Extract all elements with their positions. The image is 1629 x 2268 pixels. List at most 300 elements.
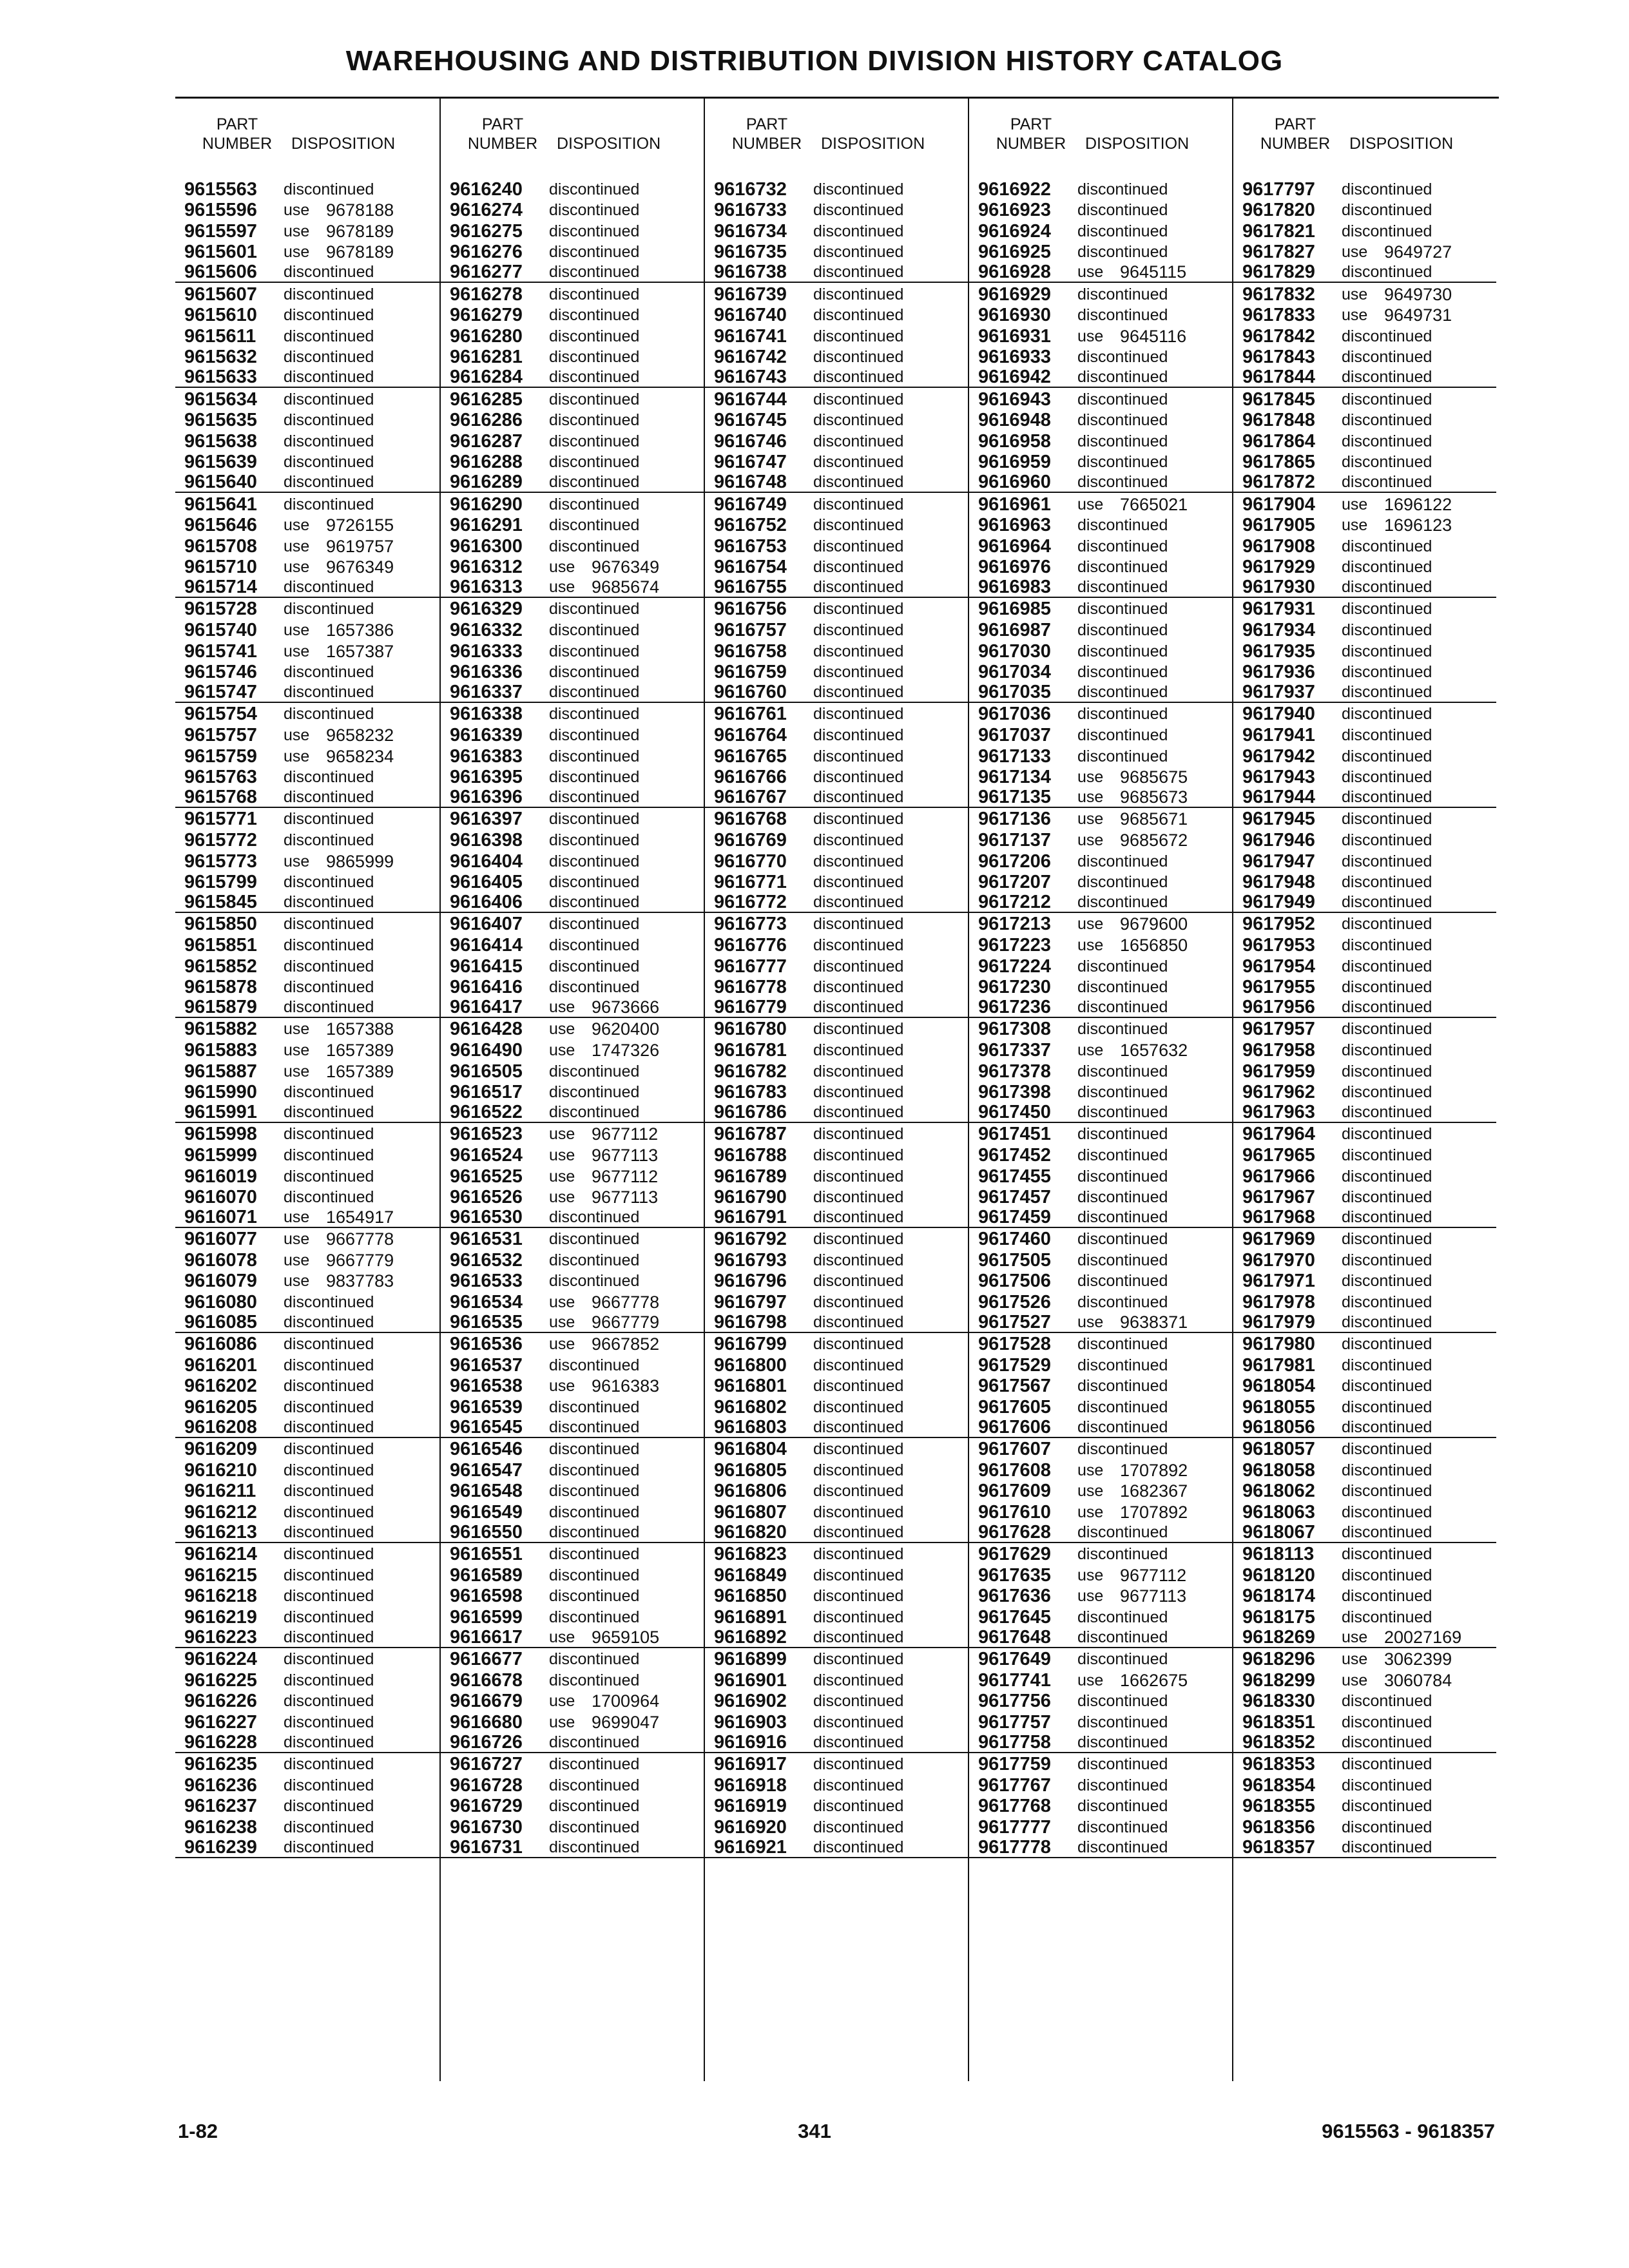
table-row: [705, 1102, 968, 1123]
table-row: [1233, 1060, 1496, 1081]
table-row: [969, 640, 1232, 661]
disposition: discontinued: [549, 243, 640, 262]
disposition: [284, 1271, 438, 1291]
disposition-use: use: [549, 997, 575, 1016]
table-row: [705, 1816, 968, 1837]
table-row: [441, 1837, 704, 1858]
part-number: 9616333: [450, 640, 523, 662]
table-row: [441, 661, 704, 682]
part-number: 9616746: [714, 430, 787, 452]
disposition: discontinued: [1077, 1608, 1168, 1626]
disposition: discontinued: [549, 1838, 640, 1856]
part-number: 9616807: [714, 1502, 787, 1523]
part-number: 9616948: [978, 410, 1051, 431]
replacement-part-number: 1747326: [592, 1040, 660, 1060]
disposition: [1077, 1503, 1232, 1522]
disposition: discontinued: [1342, 726, 1432, 745]
disposition: discontinued: [1342, 682, 1432, 701]
disposition: discontinued: [284, 1083, 374, 1102]
part-number: 9615641: [184, 494, 257, 515]
table-row: [441, 1333, 704, 1354]
table-row: [705, 304, 968, 325]
part-number: 9617949: [1242, 891, 1315, 912]
disposition: discontinued: [813, 852, 904, 870]
part-number: 9616902: [714, 1691, 787, 1712]
part-number: 9616729: [450, 1796, 523, 1817]
table-row: [441, 1249, 704, 1270]
table-row: [969, 1060, 1232, 1081]
table-row: [441, 1774, 704, 1795]
disposition: discontinued: [284, 1167, 374, 1186]
disposition-use: use: [549, 1041, 575, 1059]
disposition: discontinued: [284, 577, 374, 596]
disposition-use: use: [284, 201, 310, 220]
table-row: [175, 1774, 439, 1795]
part-number: 9616227: [184, 1711, 257, 1733]
part-number: 9617224: [978, 956, 1051, 977]
disposition: discontinued: [1342, 705, 1432, 724]
table-row: [705, 283, 968, 304]
table-row: [175, 1732, 439, 1753]
table-row: [1233, 1627, 1496, 1648]
part-number: 9616414: [450, 934, 523, 956]
table-row: [705, 1837, 968, 1858]
replacement-part-number: 9677113: [592, 1145, 659, 1165]
disposition: discontinued: [284, 1335, 374, 1354]
disposition: [284, 200, 438, 220]
part-number: 9616549: [450, 1502, 523, 1523]
table-row: [969, 1081, 1232, 1102]
part-number: 9616417: [450, 996, 523, 1017]
part-number: 9617956: [1242, 996, 1315, 1017]
table-row: [705, 1207, 968, 1228]
row-list: [705, 178, 968, 1858]
disposition-use: use: [1342, 306, 1368, 325]
catalog-column: [1232, 97, 1496, 2081]
table-row: [175, 703, 439, 724]
disposition: [284, 1062, 438, 1081]
part-number: 9616757: [714, 620, 787, 641]
part-number: 9617848: [1242, 410, 1315, 431]
part-number: 9617978: [1242, 1292, 1315, 1313]
table-row: [1233, 1312, 1496, 1333]
part-number: 9617505: [978, 1249, 1051, 1271]
table-row: [969, 1375, 1232, 1396]
table-row: [175, 346, 439, 367]
disposition: [1077, 1586, 1232, 1606]
replacement-part-number: 9616383: [592, 1376, 660, 1396]
disposition: discontinued: [813, 1440, 904, 1459]
part-number: 9617872: [1242, 471, 1315, 492]
disposition: discontinued: [549, 1733, 640, 1751]
disposition-use: use: [1077, 936, 1104, 954]
disposition-header: DISPOSITION: [1085, 135, 1190, 153]
table-row: [969, 1795, 1232, 1816]
disposition: discontinued: [1077, 411, 1168, 430]
disposition: discontinued: [1077, 1356, 1168, 1374]
disposition: discontinued: [284, 892, 374, 911]
disposition: [1342, 515, 1496, 535]
part-number: 9615771: [184, 809, 257, 830]
disposition: [549, 1312, 704, 1332]
table-row: [441, 1480, 704, 1501]
replacement-part-number: 9678189: [326, 242, 394, 262]
part-number: 9616987: [978, 620, 1051, 641]
part-number: 9617964: [1242, 1124, 1315, 1145]
part-number: 9615601: [184, 242, 257, 263]
disposition: discontinued: [1077, 1776, 1168, 1794]
disposition: [1077, 1671, 1232, 1690]
disposition: [1342, 1649, 1496, 1669]
disposition: [284, 222, 438, 241]
part-number: 9617610: [978, 1502, 1051, 1523]
disposition: discontinued: [1342, 810, 1432, 829]
disposition: discontinued: [1077, 285, 1168, 303]
table-row: [969, 1102, 1232, 1123]
part-number: 9615635: [184, 410, 257, 431]
table-row: [1233, 1522, 1496, 1543]
table-row: [1233, 1501, 1496, 1522]
table-row: [175, 1270, 439, 1291]
part-number: 9617864: [1242, 430, 1315, 452]
disposition: [549, 1713, 704, 1732]
disposition: discontinued: [284, 1587, 374, 1606]
table-row: [969, 220, 1232, 241]
part-number: 9617971: [1242, 1271, 1315, 1292]
table-row: [441, 178, 704, 199]
part-number: 9615999: [184, 1144, 257, 1166]
table-row: [705, 1564, 968, 1585]
table-row: [175, 745, 439, 766]
part-number: 9616329: [450, 599, 523, 620]
part-number: 9616337: [450, 681, 523, 702]
table-row: [441, 535, 704, 556]
part-number: 9617958: [1242, 1039, 1315, 1061]
disposition-use: use: [284, 1251, 310, 1269]
table-row: [175, 1102, 439, 1123]
table-row: [1233, 1375, 1496, 1396]
disposition: [1077, 1566, 1232, 1585]
replacement-part-number: 9677112: [1120, 1565, 1187, 1585]
disposition: discontinued: [549, 453, 640, 472]
part-number: 9618356: [1242, 1816, 1315, 1838]
part-number-header: [722, 115, 812, 153]
disposition: discontinued: [549, 1818, 640, 1836]
table-row: [175, 241, 439, 262]
disposition: discontinued: [1077, 472, 1168, 491]
disposition: discontinued: [813, 1398, 904, 1417]
table-row: [175, 1312, 439, 1333]
table-row: [441, 1375, 704, 1396]
part-number: 9616758: [714, 640, 787, 662]
part-number: 9617037: [978, 725, 1051, 746]
part-number: 9616727: [450, 1754, 523, 1775]
disposition: discontinued: [1077, 642, 1168, 660]
table-row: [969, 451, 1232, 472]
table-row: [969, 1291, 1232, 1312]
table-row: [441, 220, 704, 241]
table-row: [969, 1585, 1232, 1606]
part-number: 9616930: [978, 305, 1051, 326]
table-row: [175, 262, 439, 283]
part-number: 9617957: [1242, 1019, 1315, 1040]
table-row: [1233, 598, 1496, 619]
table-row: [441, 1060, 704, 1081]
part-number: 9616235: [184, 1754, 257, 1775]
part-number: 9617865: [1242, 452, 1315, 473]
part-header-line1: PART: [1274, 115, 1316, 133]
disposition: discontinued: [1342, 1503, 1432, 1521]
table-row: [705, 1123, 968, 1144]
table-row: [969, 1186, 1232, 1207]
table-row: [175, 682, 439, 703]
disposition: discontinued: [1077, 852, 1168, 870]
part-number: 9617929: [1242, 557, 1315, 578]
disposition: discontinued: [1077, 1167, 1168, 1186]
part-number: 9616929: [978, 284, 1051, 305]
part-number: 9617607: [978, 1439, 1051, 1460]
disposition-use: use: [1077, 1587, 1104, 1606]
disposition: discontinued: [1342, 222, 1432, 240]
part-number: 9617962: [1242, 1082, 1315, 1103]
table-row: [705, 808, 968, 829]
replacement-part-number: 9676349: [592, 557, 660, 577]
table-row: [705, 430, 968, 451]
table-row: [441, 1543, 704, 1564]
part-number: 9617941: [1242, 725, 1315, 746]
table-row: [441, 1690, 704, 1711]
part-number: 9617526: [978, 1292, 1051, 1313]
disposition: discontinued: [1077, 1377, 1168, 1396]
disposition: discontinued: [549, 327, 640, 345]
disposition: discontinued: [813, 747, 904, 765]
disposition: discontinued: [1342, 1125, 1432, 1144]
disposition: discontinued: [1342, 348, 1432, 367]
table-row: [1233, 1354, 1496, 1375]
replacement-part-number: 1657389: [326, 1040, 394, 1060]
part-number: 9617207: [978, 872, 1051, 893]
part-header-line2: NUMBER: [1260, 135, 1331, 153]
disposition: discontinued: [1342, 1251, 1432, 1269]
disposition-use: use: [1077, 262, 1104, 281]
part-number: 9616407: [450, 914, 523, 935]
part-number: 9616078: [184, 1249, 257, 1271]
part-number: 9617930: [1242, 576, 1315, 597]
table-row: [441, 1669, 704, 1690]
part-number: 9616732: [714, 178, 787, 200]
table-row: [175, 913, 439, 934]
part-number: 9617980: [1242, 1334, 1315, 1355]
table-row: [969, 367, 1232, 388]
part-number: 9615991: [184, 1101, 257, 1122]
part-number: 9615632: [184, 347, 257, 368]
replacement-part-number: 9685673: [1120, 787, 1188, 807]
part-number: 9616284: [450, 366, 523, 387]
replacement-part-number: 9658234: [326, 746, 394, 766]
disposition: discontinued: [813, 1671, 904, 1689]
table-row: [175, 619, 439, 640]
disposition: discontinued: [549, 1356, 640, 1374]
part-number: 9616678: [450, 1669, 523, 1691]
replacement-part-number: 9677113: [592, 1187, 659, 1207]
table-row: [705, 1291, 968, 1312]
part-number: 9616777: [714, 956, 787, 977]
disposition: discontinued: [813, 495, 904, 514]
table-row: [175, 1795, 439, 1816]
table-row: [1233, 1711, 1496, 1732]
disposition: discontinued: [284, 1418, 374, 1436]
disposition-use: use: [1077, 768, 1104, 787]
disposition: discontinued: [1342, 892, 1432, 911]
replacement-part-number: 9699047: [592, 1712, 660, 1732]
part-number: 9616531: [450, 1229, 523, 1250]
part-number: 9616281: [450, 347, 523, 368]
disposition: [549, 557, 704, 577]
part-number: 9616532: [450, 1249, 523, 1271]
disposition: discontinued: [1077, 1418, 1168, 1436]
table-row: [705, 1144, 968, 1165]
disposition: [1342, 1671, 1496, 1690]
disposition: discontinued: [1342, 1461, 1432, 1479]
part-number: 9616850: [714, 1586, 787, 1607]
part-number: 9616225: [184, 1669, 257, 1691]
replacement-part-number: 3062399: [1384, 1649, 1452, 1669]
table-row: [969, 1648, 1232, 1669]
disposition: discontinued: [1077, 1102, 1168, 1121]
part-number: 9616550: [450, 1521, 523, 1542]
part-number: 9616743: [714, 366, 787, 387]
table-row: [175, 1039, 439, 1060]
row-list: [175, 178, 439, 1858]
table-row: [441, 1291, 704, 1312]
table-row: [705, 493, 968, 514]
disposition: discontinued: [549, 495, 640, 514]
table-row: [705, 955, 968, 976]
table-row: [705, 1732, 968, 1753]
table-row: [705, 1186, 968, 1207]
table-row: [1233, 1333, 1496, 1354]
part-number: 9617460: [978, 1229, 1051, 1250]
replacement-part-number: 9649731: [1384, 305, 1452, 325]
table-row: [175, 1417, 439, 1438]
disposition: discontinued: [1077, 621, 1168, 640]
disposition: discontinued: [1342, 768, 1432, 787]
disposition: discontinued: [1077, 1398, 1168, 1417]
part-number: 9616534: [450, 1292, 523, 1313]
disposition: discontinued: [1077, 1062, 1168, 1081]
table-row: [969, 1459, 1232, 1480]
table-row: [175, 1144, 439, 1165]
disposition: discontinued: [549, 1272, 640, 1291]
disposition: [1342, 495, 1496, 514]
part-number: 9616599: [450, 1606, 523, 1628]
disposition: discontinued: [284, 787, 374, 806]
disposition: discontinued: [1077, 348, 1168, 367]
disposition: discontinued: [813, 1418, 904, 1436]
disposition: discontinued: [284, 1461, 374, 1479]
part-number: 9616236: [184, 1774, 257, 1796]
table-row: [705, 535, 968, 556]
table-row: [441, 1585, 704, 1606]
part-number: 9616738: [714, 261, 787, 282]
table-row: [705, 346, 968, 367]
table-row: [1233, 577, 1496, 598]
disposition: discontinued: [813, 558, 904, 577]
disposition: discontinued: [813, 1293, 904, 1312]
table-row: [175, 787, 439, 808]
table-row: [1233, 1795, 1496, 1816]
disposition: discontinued: [1077, 726, 1168, 745]
table-row: [175, 325, 439, 346]
part-number: 9617459: [978, 1206, 1051, 1227]
table-row: [175, 556, 439, 577]
table-row: [705, 367, 968, 388]
replacement-part-number: 9649730: [1384, 284, 1452, 304]
part-number: 9616276: [450, 242, 523, 263]
disposition: discontinued: [549, 852, 640, 870]
part-number: 9616733: [714, 200, 787, 221]
disposition: discontinued: [1342, 1755, 1432, 1774]
table-row: [705, 514, 968, 535]
part-number: 9617528: [978, 1334, 1051, 1355]
replacement-part-number: 9837783: [326, 1271, 394, 1291]
part-number: 9618120: [1242, 1564, 1315, 1586]
part-number: 9617606: [978, 1416, 1051, 1437]
part-number: 9615757: [184, 725, 257, 746]
part-number: 9616983: [978, 576, 1051, 597]
disposition: discontinued: [813, 1608, 904, 1626]
table-row: [441, 1123, 704, 1144]
disposition: discontinued: [813, 1335, 904, 1354]
disposition: discontinued: [813, 1356, 904, 1374]
table-row: [175, 1249, 439, 1270]
table-row: [441, 262, 704, 283]
disposition: discontinued: [549, 1566, 640, 1584]
disposition: discontinued: [813, 726, 904, 745]
part-number: 9616538: [450, 1376, 523, 1397]
disposition: discontinued: [1077, 1020, 1168, 1039]
part-number: 9616526: [450, 1187, 523, 1208]
table-row: [969, 871, 1232, 892]
disposition: discontinued: [284, 1818, 374, 1836]
disposition: discontinued: [813, 411, 904, 430]
disposition: discontinued: [813, 787, 904, 806]
part-number: 9617648: [978, 1626, 1051, 1648]
part-number: 9616960: [978, 471, 1051, 492]
disposition: discontinued: [1077, 600, 1168, 619]
table-row: [441, 1039, 704, 1060]
part-number: 9616749: [714, 494, 787, 515]
disposition: discontinued: [813, 390, 904, 408]
disposition: discontinued: [1077, 705, 1168, 724]
disposition: discontinued: [813, 1545, 904, 1564]
table-row: [969, 535, 1232, 556]
replacement-part-number: 9677113: [1120, 1586, 1187, 1606]
table-row: [705, 1753, 968, 1774]
disposition: discontinued: [1342, 1377, 1432, 1396]
table-row: [1233, 1249, 1496, 1270]
disposition: discontinued: [284, 915, 374, 934]
part-number: 9616820: [714, 1521, 787, 1542]
disposition: [1077, 914, 1232, 934]
disposition-use: use: [1342, 1671, 1368, 1689]
part-number: 9616228: [184, 1731, 257, 1753]
table-row: [705, 1501, 968, 1522]
disposition: discontinued: [549, 348, 640, 367]
part-number: 9616205: [184, 1397, 257, 1418]
table-row: [969, 1333, 1232, 1354]
replacement-part-number: 9679600: [1120, 914, 1188, 934]
